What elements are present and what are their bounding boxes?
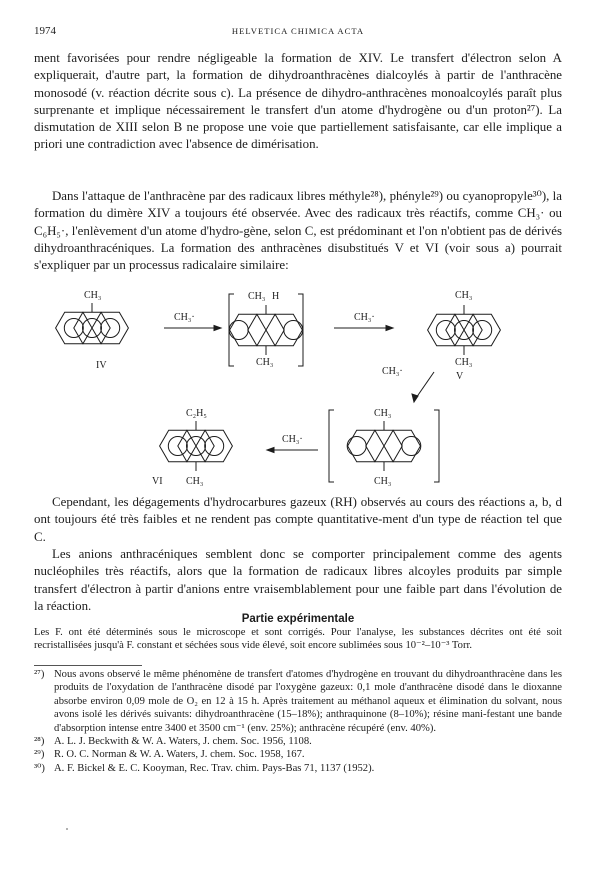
footnote-number: ²⁸) bbox=[34, 736, 45, 748]
vi-top-c2h5: C₂H₅ bbox=[186, 408, 207, 419]
dihydro-intermediate-1 bbox=[229, 305, 303, 355]
v-top-ch3: CH₃ bbox=[455, 290, 473, 301]
scan-speck bbox=[66, 828, 68, 830]
int1-bottom-ch3: CH₃ bbox=[256, 357, 274, 368]
anthracene-iv bbox=[56, 312, 129, 344]
footnote-29 bbox=[34, 748, 562, 761]
reagent-1: CH₃· bbox=[174, 312, 195, 323]
footnotes bbox=[34, 668, 562, 775]
anthracene-v bbox=[428, 305, 501, 355]
page-header bbox=[34, 25, 562, 41]
anthracene-vi bbox=[160, 421, 233, 471]
label-v: V bbox=[456, 371, 464, 382]
paragraph-3: Cependant, les dégagements d'hydrocarbures gazeux (RH) observés au cours des réactions a, b, d ont toujours été très faibles et ne rendent pas compte quantitative-ment d'un type de réaction tel que C. bbox=[34, 495, 562, 544]
dihydro-intermediate-2 bbox=[347, 421, 421, 471]
experimental-text: Les F. ont été déterminés sous le microscope et sont corrigés. Pour l'analyse, les substances décrites ont été soit recristallisées jusqu'à F. constant et séchées sous vide élevé, soit encore sublimées sous 10⁻²–10⁻³ Torr. bbox=[34, 627, 562, 652]
reagent-2: CH₃· bbox=[354, 312, 375, 323]
footnote-number: ²⁷) bbox=[34, 669, 45, 680]
footnote-text: Nous avons observé le même phénomène de transfert d'atomes d'hydrogène en trouvant du dihydroanthracène dans les produits de l'oxydation de l'anthracène disodé par l'oxygène gazeux: 0,1 mole d'anthracène disodé dans le dioxanne absorbe environ 0,09 mole de O₂ en 12 à 15 h. Après traitement au méthanol aqueux et élimination du solvant, nous avons isolé les dérivés suivants: dihydroanthracène (15–18%); anthraquinone (8–10%); résine mani-festant une bande d'absorption intense entre 3400 et 3500 cm⁻¹ (env. 25%); anthracène récupéré (env. 40%). bbox=[54, 669, 562, 734]
bracket-right-2 bbox=[434, 410, 439, 482]
footnote-text: A. F. Bickel & E. C. Kooyman, Rec. Trav. chim. Pays-Bas 71, 1137 (1952). bbox=[54, 762, 375, 774]
int1-top-h: H bbox=[272, 291, 280, 302]
int1-top-ch3: CH₃ bbox=[248, 291, 266, 302]
footnote-text: R. O. C. Norman & W. A. Waters, J. chem. Soc. 1958, 167. bbox=[54, 749, 305, 761]
footnote-27 bbox=[34, 668, 562, 735]
footnote-30 bbox=[34, 762, 562, 775]
iv-ch3: CH₃ bbox=[84, 290, 102, 301]
paragraph-2: Dans l'attaque de l'anthracène par des radicaux libres méthyle²⁸), phényle²⁹) ou cyanopropyle³⁰), la formation du dimère XIV a toujours été observée. Avec des radicaux très réactifs, comme CH₃· ou C₆H₅·, l'enlèvement d'un atome d'hydro-gène, selon C, est prédominant et l'on n'obtient pas de dérivés dihydroanthracéniques. La formation des anthracènes disubstitués V et VI (voir sous a) pourrait s'expliquer par un processus radicalaire similaire: bbox=[34, 189, 562, 273]
footnote-text: A. L. J. Beckwith & W. A. Waters, J. chem. Soc. 1956, 1108. bbox=[54, 736, 312, 748]
page-number: 1974 bbox=[34, 25, 56, 37]
footnote-number: ³⁰) bbox=[34, 762, 45, 774]
paragraph-1: ment favorisées pour rendre négligeable la formation de XIV. Le transfert d'électron selon A expliquerait, d'autre part, la formation de dihydroanthracènes dialcoylés à partir de l'anthracène monosodé (v. réaction décrite sous c). La présence de dihydro-anthracènes monoalcoylés paraît plus surprenante et implique nécessairement le transfert d'un atome d'hydrogène ou d'un proton²⁷). La dismutation de XIII selon B ne propose une voie que partiellement satisfaisante, car elle implique a priori une contradiction avec l'absence de dimérisation. bbox=[34, 51, 562, 152]
int2-top-ch3: CH₃ bbox=[374, 408, 392, 419]
reaction-scheme bbox=[34, 290, 562, 495]
footnote-28 bbox=[34, 735, 562, 748]
label-vi: VI bbox=[152, 476, 163, 487]
footnote-number: ²⁹) bbox=[34, 749, 45, 761]
paragraph-4: Les anions anthracéniques semblent donc se comporter principalement comme des agents nucléophiles très réactifs, alors que la formation de radicaux libres alcoyles produits par simple transfert d'électron à partir d'anions entre vraisemblablement pour une faible part dans l'évolution de la réaction. bbox=[34, 547, 562, 613]
label-iv: IV bbox=[96, 360, 107, 371]
arrow-3 bbox=[416, 372, 434, 398]
footnote-rule bbox=[34, 665, 142, 666]
vi-bottom-ch3: CH₃ bbox=[186, 476, 204, 487]
bracket-left-2 bbox=[329, 410, 334, 482]
reagent-4: CH₃· bbox=[282, 434, 303, 445]
journal-title: HELVETICA CHIMICA ACTA bbox=[231, 26, 365, 36]
int2-bottom-ch3: CH₃ bbox=[374, 476, 392, 487]
v-bottom-ch3: CH₃ bbox=[455, 357, 473, 368]
section-title: Partie expérimentale bbox=[241, 613, 355, 625]
reagent-3: CH₃· bbox=[382, 366, 403, 377]
